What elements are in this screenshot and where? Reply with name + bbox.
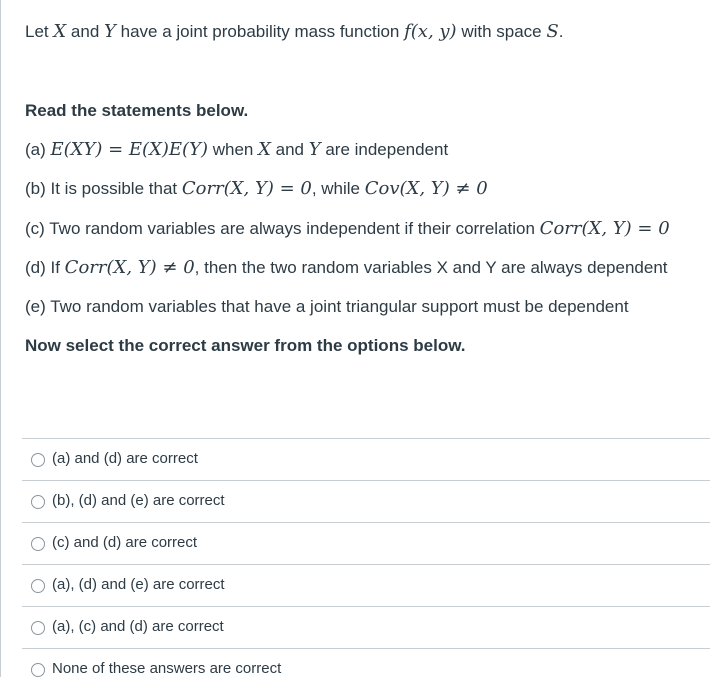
answer-label[interactable]: None of these answers are correct bbox=[52, 660, 282, 677]
statement-text: and bbox=[270, 140, 309, 159]
statement-label: (c) Two random variables are always independent if their correlation bbox=[25, 219, 540, 238]
radio-button-icon[interactable] bbox=[31, 537, 45, 551]
math-expression: Cov(X, Y) ≠ 0 bbox=[364, 178, 488, 199]
intro-text-part: . bbox=[558, 22, 564, 41]
intro-text-part: with space bbox=[456, 22, 547, 41]
answer-label[interactable]: (a) and (d) are correct bbox=[52, 450, 198, 467]
statement-a bbox=[25, 138, 448, 162]
statement-d bbox=[25, 256, 668, 280]
statement-label: (a) bbox=[25, 140, 51, 159]
statements-heading: Read the statements below. bbox=[25, 101, 249, 120]
statement-e bbox=[25, 295, 629, 319]
statement-label: (b) It is possible that bbox=[25, 179, 182, 198]
answer-option[interactable] bbox=[22, 438, 710, 480]
statement-text: , while bbox=[311, 179, 365, 198]
math-space-s: S bbox=[546, 21, 559, 42]
math-x: X bbox=[53, 21, 67, 42]
instructions-prompt: Now select the correct answer from the options below. bbox=[25, 336, 466, 355]
answer-option[interactable] bbox=[22, 522, 710, 564]
math-y: Y bbox=[104, 21, 116, 42]
radio-button-icon[interactable] bbox=[31, 579, 45, 593]
answer-option[interactable] bbox=[22, 606, 710, 648]
math-expression: E(XY) = E(X)E(Y) bbox=[50, 139, 208, 160]
answer-label[interactable]: (b), (d) and (e) are correct bbox=[52, 492, 225, 509]
intro-text-part: and bbox=[66, 22, 104, 41]
statement-text: when bbox=[207, 140, 259, 159]
statement-b bbox=[25, 177, 488, 201]
answer-option[interactable] bbox=[22, 648, 710, 677]
answer-label[interactable]: (c) and (d) are correct bbox=[52, 534, 198, 551]
statement-label: (d) If bbox=[25, 258, 65, 277]
statement-c bbox=[25, 217, 670, 241]
intro-text-part: have a joint probability mass function bbox=[115, 22, 405, 41]
statement-text: , then the two random variables X and Y are always dependent bbox=[194, 258, 668, 277]
answer-option[interactable] bbox=[22, 564, 710, 606]
radio-button-icon[interactable] bbox=[31, 663, 45, 677]
statement-text: are independent bbox=[320, 140, 449, 159]
answer-option[interactable] bbox=[22, 480, 710, 522]
math-pmf: f(x, y) bbox=[404, 21, 457, 42]
math-expression: Corr(X, Y) ≠ 0 bbox=[64, 257, 195, 278]
intro-text-part: Let bbox=[25, 22, 54, 41]
math-expression: Corr(X, Y) = 0 bbox=[539, 218, 670, 239]
math-y: Y bbox=[308, 139, 321, 160]
radio-button-icon[interactable] bbox=[31, 621, 45, 635]
left-border bbox=[0, 0, 1, 677]
math-expression: Corr(X, Y) = 0 bbox=[181, 178, 312, 199]
math-x: X bbox=[258, 139, 271, 160]
statement-label: (e) Two random variables that have a joint triangular support must be dependent bbox=[25, 297, 629, 316]
answer-label[interactable]: (a), (c) and (d) are correct bbox=[52, 618, 224, 635]
intro-text bbox=[25, 20, 563, 44]
radio-button-icon[interactable] bbox=[31, 453, 45, 467]
answer-label[interactable]: (a), (d) and (e) are correct bbox=[52, 576, 225, 593]
radio-button-icon[interactable] bbox=[31, 495, 45, 509]
